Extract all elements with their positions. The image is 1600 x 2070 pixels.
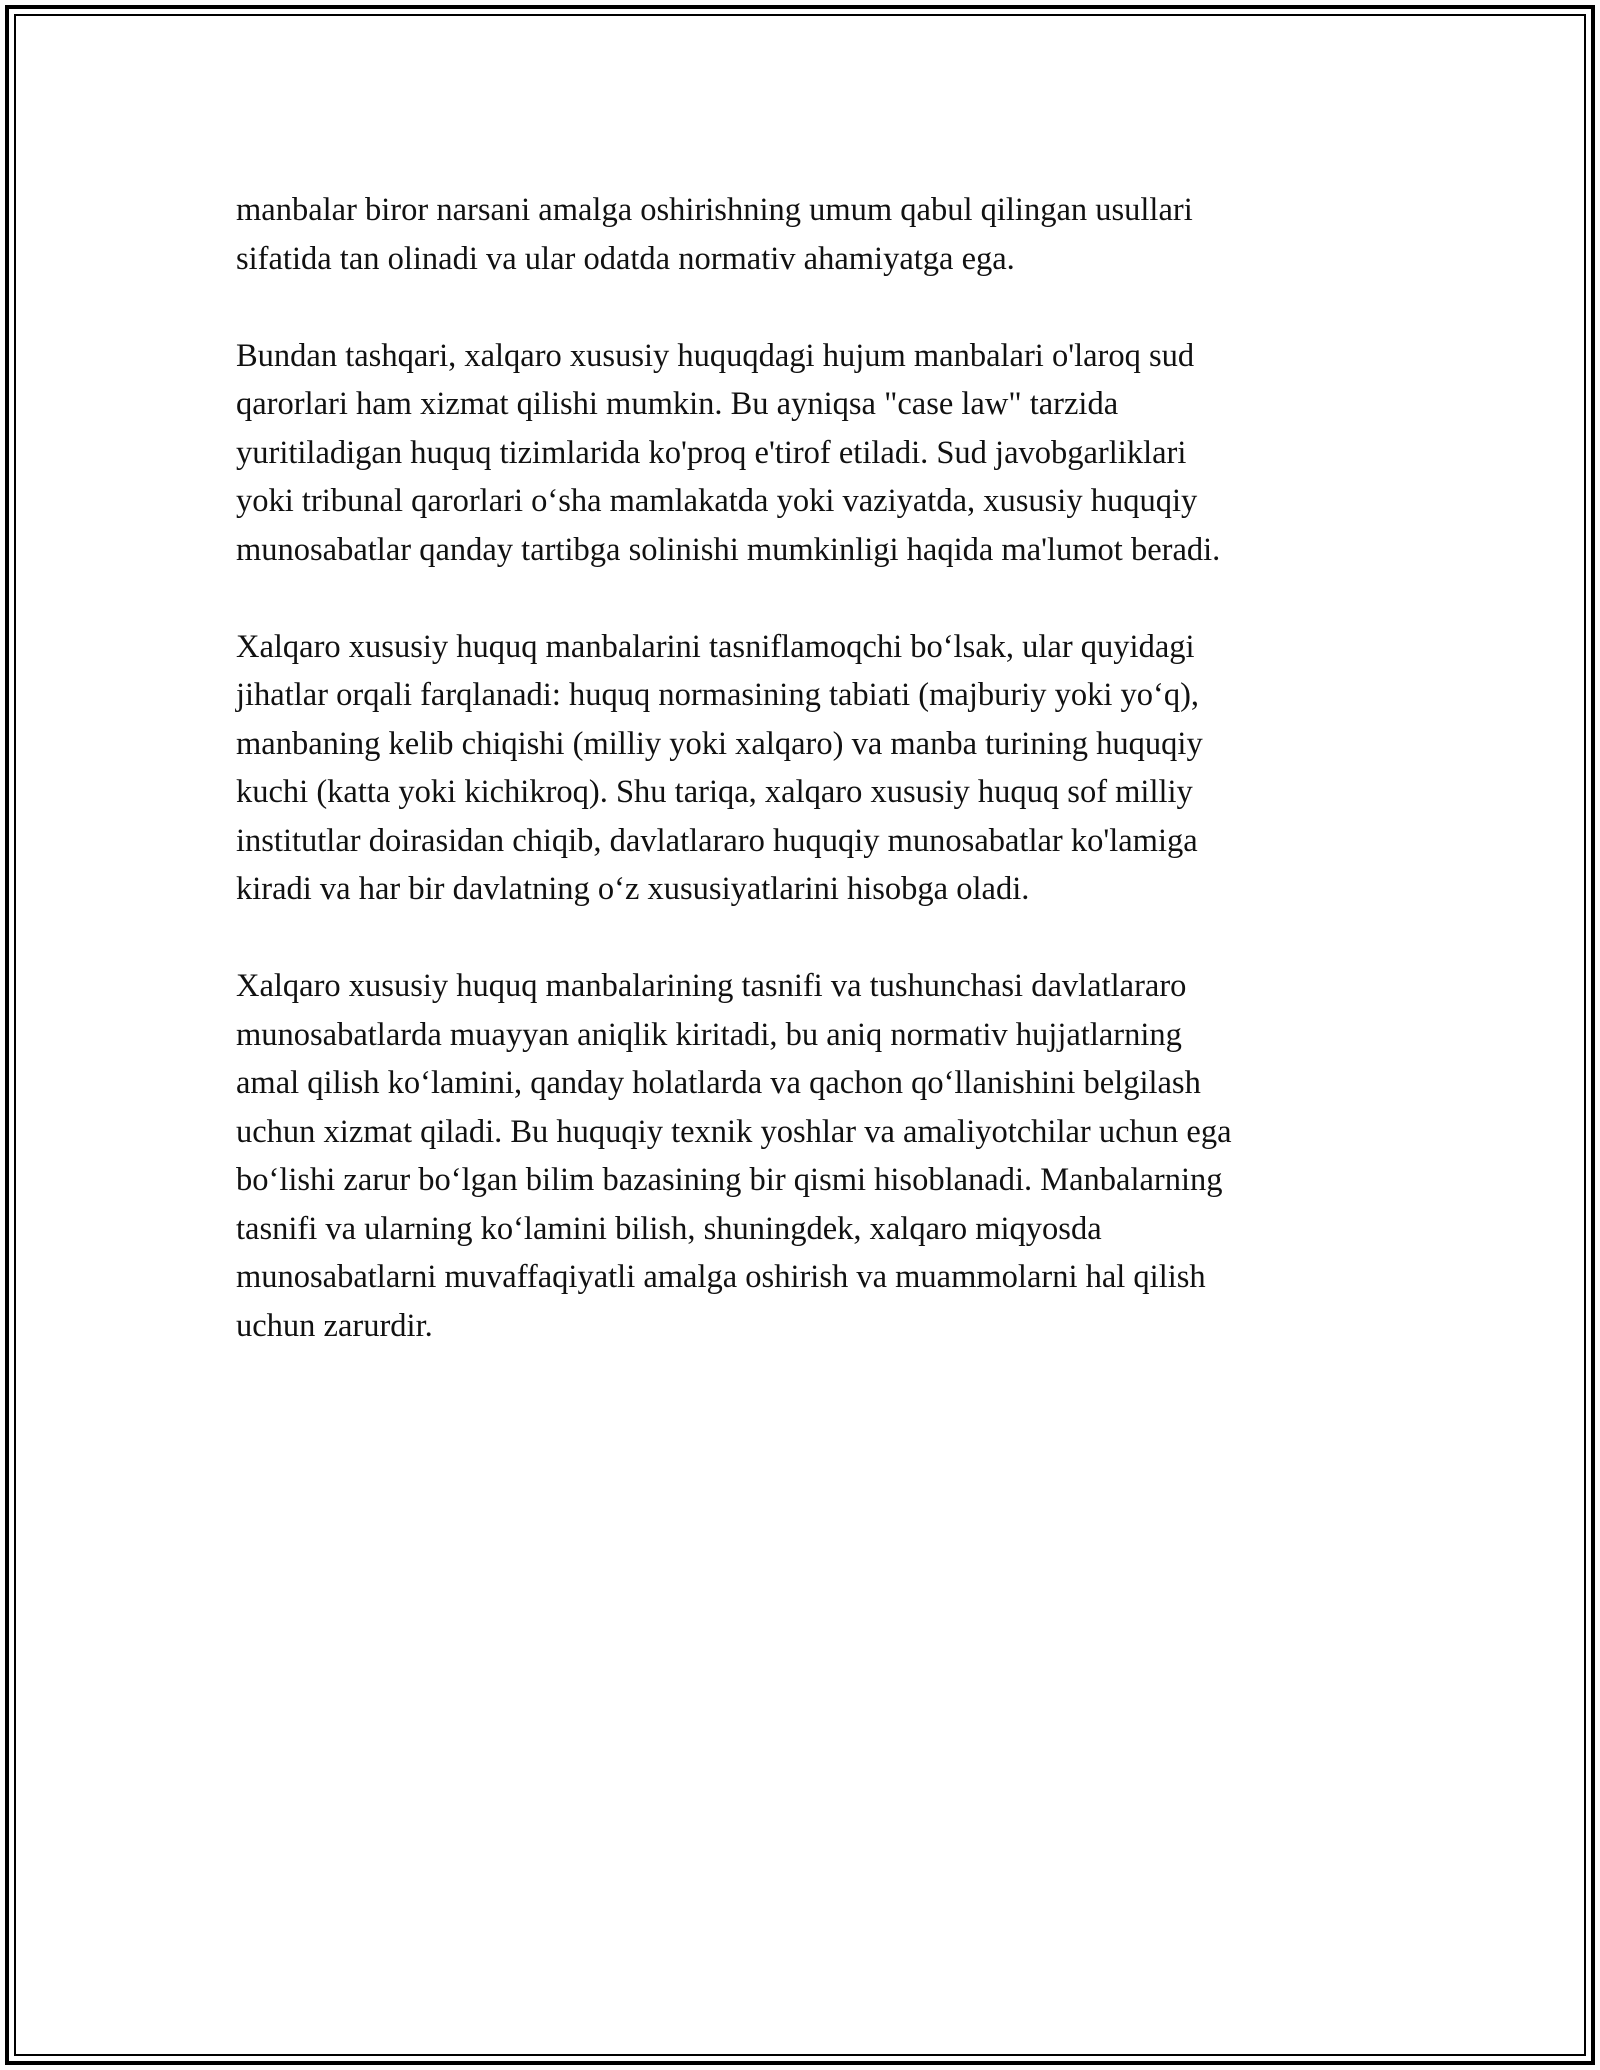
text-line: uchun zarurdir. — [236, 1307, 433, 1344]
text-line: Xalqaro xususiy huquq manbalarini tasniflamoqchi bo‘lsak, ular quyidagi — [236, 628, 1195, 665]
text-line: institutlar doirasidan chiqib, davlatlararo huquqiy munosabatlar ko'lamiga — [236, 822, 1198, 859]
paragraph-3 — [236, 623, 1386, 914]
text-line: kiradi va har bir davlatning o‘z xususiyatlarini hisobga oladi. — [236, 871, 1030, 907]
text-line: kuchi (katta yoki kichikroq). Shu tariqa, xalqaro xususiy huquq sof milliy — [236, 774, 1193, 810]
paragraph-2 — [236, 332, 1386, 575]
text-line: munosabatlar qanday tartibga solinishi mumkinligi haqida ma'lumot beradi. — [236, 531, 1221, 568]
text-line: tasnifi va ularning ko‘lamini bilish, shuningdek, xalqaro miqyosda — [236, 1210, 1102, 1247]
text-line: sifatida tan olinadi va ular odatda normativ ahamiyatga ega. — [236, 240, 1015, 277]
text-line: manbalar biror narsani amalga oshirishning umum qabul qilingan usullari — [236, 192, 1193, 228]
text-line: Bundan tashqari, xalqaro xususiy huquqdagi hujum manbalari o'laroq sud — [236, 337, 1195, 374]
paragraph-4 — [236, 962, 1386, 1350]
text-line: yuritiladigan huquq tizimlarida ko'proq e'tirof etiladi. Sud javobgarliklari — [236, 434, 1187, 471]
text-line: manbaning kelib chiqishi (milliy yoki xalqaro) va manba turining huquqiy — [236, 725, 1203, 762]
text-line: yoki tribunal qarorlari o‘sha mamlakatda yoki vaziyatda, xususiy huquqiy — [236, 483, 1198, 519]
text-line: munosabatlarda muayyan aniqlik kiritadi, bu aniq normativ hujjatlarning — [236, 1016, 1182, 1053]
text-line: bo‘lishi zarur bo‘lgan bilim bazasining bir qismi hisoblanadi. Manbalarning — [236, 1162, 1223, 1198]
paragraph-1 — [236, 186, 1386, 283]
text-line: qarorlari ham xizmat qilishi mumkin. Bu ayniqsa "case law" tarzida — [236, 386, 1119, 422]
text-line: Xalqaro xususiy huquq manbalarining tasnifi va tushunchasi davlatlararo — [236, 968, 1187, 1004]
text-line: amal qilish ko‘lamini, qanday holatlarda va qachon qo‘llanishini belgilash — [236, 1065, 1201, 1101]
text-line: munosabatlarni muvaffaqiyatli amalga oshirish va muammolarni hal qilish — [236, 1259, 1206, 1295]
text-line: jihatlar orqali farqlanadi: huquq normasining tabiati (majburiy yoki yo‘q), — [236, 677, 1200, 713]
document-body — [236, 186, 1386, 1399]
text-line: uchun xizmat qiladi. Bu huquqiy texnik yoshlar va amaliyotchilar uchun ega — [236, 1113, 1232, 1150]
